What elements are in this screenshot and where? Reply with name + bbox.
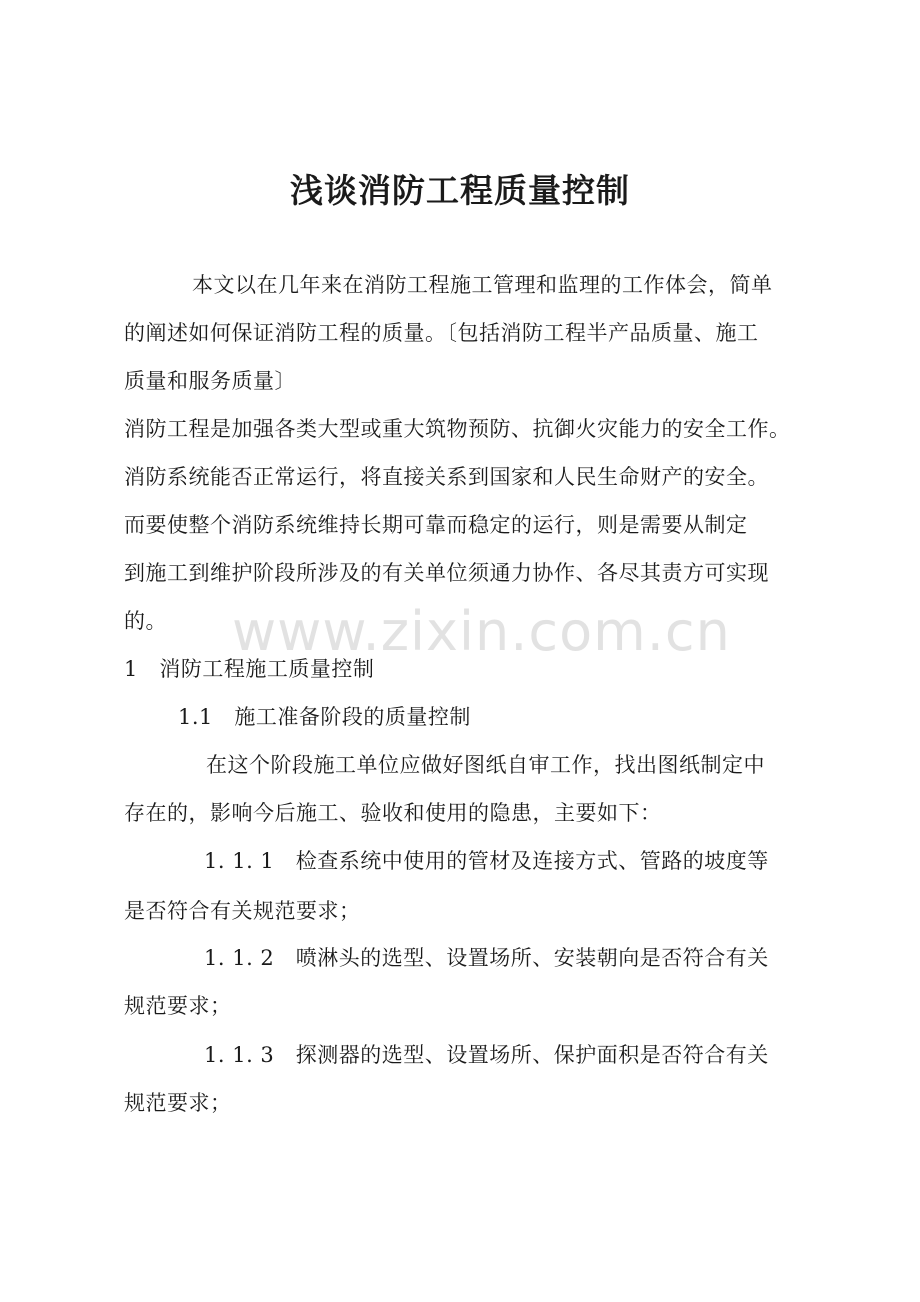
list-item: 1. 1. 3 探测器的选型、设置场所、保护面积是否符合有关: [204, 1043, 769, 1067]
list-item-continuation: 规范要求；: [124, 994, 232, 1018]
paragraph-line: 在这个阶段施工单位应做好图纸自审工作，找出图纸制定中: [206, 753, 765, 777]
watermark: www.zixin.com.cn: [232, 600, 731, 663]
paragraph-line: 消防系统能否正常运行，将直接关系到国家和人民生命财产的安全。: [124, 465, 769, 489]
paragraph-line: 的。: [124, 609, 167, 633]
paragraph-line: 的阐述如何保证消防工程的质量。〔包括消防工程半产品质量、施工: [124, 321, 759, 345]
list-item: 1. 1. 2 喷淋头的选型、设置场所、安装朝向是否符合有关: [204, 946, 769, 970]
subsection-heading: 1.1 施工准备阶段的质量控制: [178, 705, 471, 729]
list-item-continuation: 是否符合有关规范要求；: [124, 899, 361, 923]
paragraph-line: 本文以在几年来在消防工程施工管理和监理的工作体会，简单: [192, 273, 773, 297]
paragraph-line: 到施工到维护阶段所涉及的有关单位须通力协作、各尽其责方可实现: [124, 561, 769, 585]
paragraph-line: 消防工程是加强各类大型或重大筑物预防、抗御火灾能力的安全工作。: [124, 417, 791, 441]
paragraph-line: 存在的，影响今后施工、验收和使用的隐患，主要如下：: [124, 801, 662, 825]
section-heading: 1 消防工程施工质量控制: [124, 657, 375, 681]
list-item-continuation: 规范要求；: [124, 1091, 232, 1115]
paragraph-line: 而要使整个消防系统维持长期可靠而稳定的运行，则是需要从制定: [124, 513, 748, 537]
paragraph-line: 质量和服务质量〕: [124, 369, 296, 393]
list-item: 1. 1. 1 检查系统中使用的管材及连接方式、管路的坡度等: [204, 849, 769, 873]
document-title: 浅谈消防工程质量控制: [290, 171, 630, 210]
